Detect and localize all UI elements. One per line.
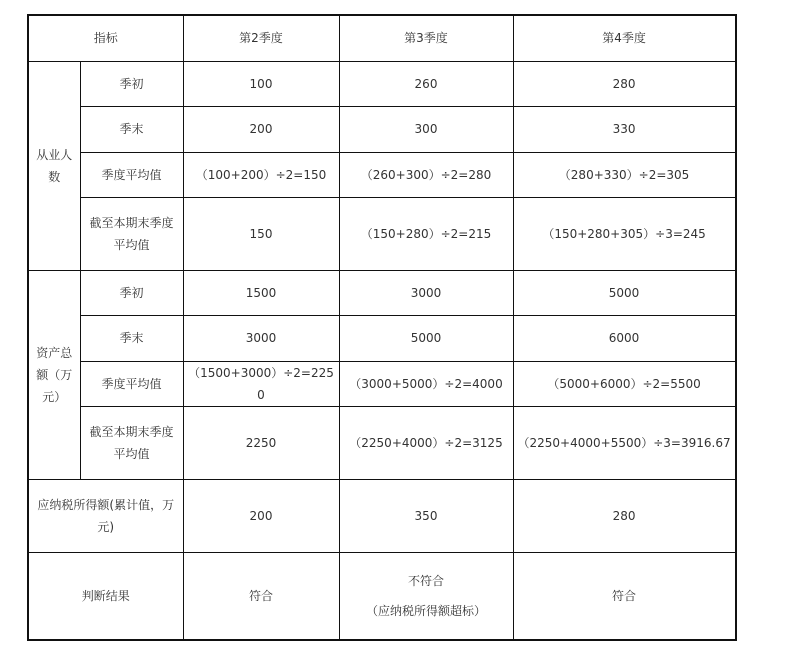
cell-value: 330 [513,106,736,152]
cell-value: 5000 [339,315,513,361]
cell-value: （150+280+305）÷3=245 [513,197,736,270]
cell-value: 280 [513,61,736,106]
cell-value: （3000+5000）÷2=4000 [339,361,513,406]
cell-value: （5000+6000）÷2=5500 [513,361,736,406]
row-label: 季度平均值 [80,361,183,406]
row-label [80,197,183,270]
quarterly-indicator-table [27,14,737,641]
row-label: 季末 [80,106,183,152]
table-row [28,106,736,152]
judgment-q2: 符合 [183,552,339,640]
judgment-q3 [339,552,513,640]
cell-value: 3000 [183,315,339,361]
row-label-line1: 截至本期末季度 [89,424,174,439]
cell-value: 260 [339,61,513,106]
judgment-q3-line1: 不符合 [407,573,444,588]
cell-value: 300 [339,106,513,152]
table-row [28,152,736,197]
taxable-income-label: 应纳税所得额(累计值，万元) [28,479,183,552]
cell-value: 350 [339,479,513,552]
cell-value: 200 [183,479,339,552]
row-label [80,406,183,479]
cell-value: （100+200）÷2=150 [183,152,339,197]
table-row [28,479,736,552]
judgment-row [28,552,736,640]
header-q2: 第2季度 [183,15,339,61]
cell-value: （150+280）÷2=215 [339,197,513,270]
cell-value: 150 [183,197,339,270]
row-label: 季度平均值 [80,152,183,197]
judgment-q3-line2: （应纳税所得额超标） [365,603,486,618]
employees-group-label [28,61,80,270]
assets-group-line1: 资产总 [36,345,73,360]
cell-value: 280 [513,479,736,552]
cell-value: （2250+4000）÷2=3125 [339,406,513,479]
cell-value: 2250 [183,406,339,479]
assets-group-line2: 额（万 [36,367,73,382]
row-label-line2: 平均值 [113,446,150,461]
table-row [28,270,736,315]
table-row [28,61,736,106]
table-row [28,406,736,479]
cell-value: 6000 [513,315,736,361]
row-label: 季初 [80,270,183,315]
header-row [28,15,736,61]
row-label-line2: 平均值 [113,237,150,252]
cell-value: （280+330）÷2=305 [513,152,736,197]
cell-value: 1500 [183,270,339,315]
employees-group-line2: 数 [48,169,61,184]
table-row [28,197,736,270]
cell-value: 200 [183,106,339,152]
header-q4: 第4季度 [513,15,736,61]
row-label-line1: 截至本期末季度 [89,215,174,230]
cell-value: （1500+3000）÷2=2250 [183,361,339,406]
cell-value: 5000 [513,270,736,315]
cell-value: （260+300）÷2=280 [339,152,513,197]
cell-value: 3000 [339,270,513,315]
assets-group-line3: 元） [42,389,67,404]
assets-group-label [28,270,80,479]
header-q3: 第3季度 [339,15,513,61]
cell-value: （2250+4000+5500）÷3=3916.67 [513,406,736,479]
cell-value: 100 [183,61,339,106]
header-indicator: 指标 [28,15,183,61]
judgment-label: 判断结果 [28,552,183,640]
table-row [28,361,736,406]
row-label: 季初 [80,61,183,106]
row-label: 季末 [80,315,183,361]
employees-group-line1: 从业人 [36,147,73,162]
judgment-q4: 符合 [513,552,736,640]
table-row [28,315,736,361]
